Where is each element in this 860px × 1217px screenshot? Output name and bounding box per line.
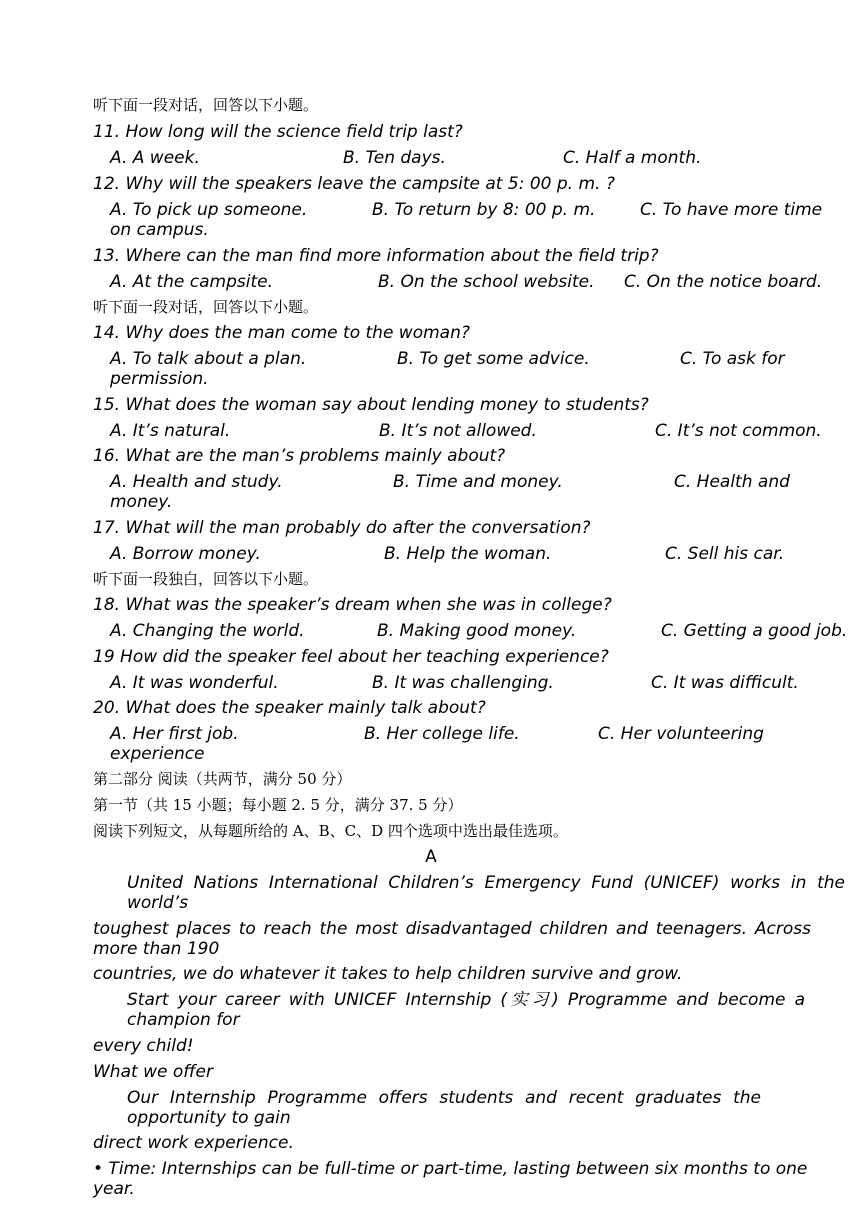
q14-option-b[interactable]: B. To get some advice. — [397, 349, 590, 369]
passage-line: world’s — [127, 893, 189, 913]
question-16: 16. What are the man’s problems mainly about? — [93, 446, 506, 466]
question-20: 20. What does the speaker mainly talk about? — [93, 698, 486, 718]
passage-line: Start your career with UNICEF Internship (实习) Programme and become a — [127, 990, 805, 1010]
question-14: 14. Why does the man come to the woman? — [93, 323, 470, 343]
q20-option-c[interactable]: C. Her volunteering — [598, 724, 764, 744]
q16-option-c[interactable]: C. Health and — [674, 472, 790, 492]
passage-line: toughest places to reach the most disadvantaged children and teenagers. Across — [93, 919, 811, 939]
part-two-heading: 第二部分 阅读（共两节，满分 50 分） — [93, 770, 352, 788]
section-one-heading: 第一节（共 15 小题；每小题 2. 5 分，满分 37. 5 分） — [93, 796, 463, 814]
passage-letter: A — [425, 847, 437, 867]
passage-line: champion for — [127, 1010, 240, 1030]
section-intro: 听下面一段对话，回答以下小题。 — [93, 298, 319, 316]
section-intro: 听下面一段独白，回答以下小题。 — [93, 570, 319, 588]
q14-option-c-continued: permission. — [110, 369, 209, 389]
question-13: 13. Where can the man find more information about the field trip? — [93, 246, 659, 266]
q17-option-b[interactable]: B. Help the woman. — [384, 544, 552, 564]
question-11: 11. How long will the science field trip last? — [93, 122, 463, 142]
question-19: 19 How did the speaker feel about her teaching experience? — [93, 647, 609, 667]
passage-line: United Nations International Children’s Emergency Fund (UNICEF) works in the — [127, 873, 845, 893]
q13-option-b[interactable]: B. On the school website. — [378, 272, 595, 292]
q16-option-a[interactable]: A. Health and study. — [110, 472, 283, 492]
q15-option-c[interactable]: C. It’s not common. — [655, 421, 822, 441]
q12-option-b[interactable]: B. To return by 8: 00 p. m. — [372, 200, 596, 220]
q18-option-c[interactable]: C. Getting a good job. — [661, 621, 848, 641]
q12-option-c-continued: on campus. — [110, 220, 209, 240]
q18-option-b[interactable]: B. Making good money. — [377, 621, 577, 641]
q13-option-a[interactable]: A. At the campsite. — [110, 272, 273, 292]
passage-line: countries, we do whatever it takes to help children survive and grow. — [93, 964, 683, 984]
question-18: 18. What was the speaker’s dream when she was in college? — [93, 595, 612, 615]
q15-option-b[interactable]: B. It’s not allowed. — [379, 421, 537, 441]
q12-option-a[interactable]: A. To pick up someone. — [110, 200, 308, 220]
question-12: 12. Why will the speakers leave the campsite at 5: 00 p. m. ? — [93, 174, 615, 194]
q16-option-c-continued: money. — [110, 492, 173, 512]
q20-option-a[interactable]: A. Her first job. — [110, 724, 239, 744]
q19-option-b[interactable]: B. It was challenging. — [372, 673, 554, 693]
section-heading: What we offer — [93, 1062, 213, 1082]
q15-option-a[interactable]: A. It’s natural. — [110, 421, 231, 441]
passage-line: more than 190 — [93, 939, 220, 959]
q12-option-c[interactable]: C. To have more time — [640, 200, 823, 220]
q19-option-c[interactable]: C. It was difficult. — [651, 673, 799, 693]
q16-option-b[interactable]: B. Time and money. — [393, 472, 563, 492]
q14-option-c[interactable]: C. To ask for — [680, 349, 785, 369]
q17-option-a[interactable]: A. Borrow money. — [110, 544, 261, 564]
q18-option-a[interactable]: A. Changing the world. — [110, 621, 305, 641]
section-intro: 听下面一段对话，回答以下小题。 — [93, 96, 319, 114]
q20-option-b[interactable]: B. Her college life. — [364, 724, 520, 744]
passage-line: every child! — [93, 1036, 194, 1056]
q11-option-c[interactable]: C. Half a month. — [563, 148, 702, 168]
bullet-item-time-continued: year. — [93, 1179, 135, 1199]
q11-option-a[interactable]: A. A week. — [110, 148, 200, 168]
q20-option-c-continued: experience — [110, 744, 205, 764]
passage-line: opportunity to gain — [127, 1108, 291, 1128]
reading-instruction: 阅读下列短文，从每题所给的 A、B、C、D 四个选项中选出最佳选项。 — [93, 822, 568, 840]
passage-line: direct work experience. — [93, 1133, 294, 1153]
bullet-item-time: • Time: Internships can be full-time or part-time, lasting between six months to one — [93, 1159, 808, 1179]
question-17: 17. What will the man probably do after the conversation? — [93, 518, 591, 538]
q17-option-c[interactable]: C. Sell his car. — [665, 544, 785, 564]
q11-option-b[interactable]: B. Ten days. — [343, 148, 446, 168]
passage-line: Our Internship Programme offers students and recent graduates the — [127, 1088, 761, 1108]
q14-option-a[interactable]: A. To talk about a plan. — [110, 349, 307, 369]
q19-option-a[interactable]: A. It was wonderful. — [110, 673, 279, 693]
q13-option-c[interactable]: C. On the notice board. — [624, 272, 823, 292]
question-15: 15. What does the woman say about lending money to students? — [93, 395, 649, 415]
